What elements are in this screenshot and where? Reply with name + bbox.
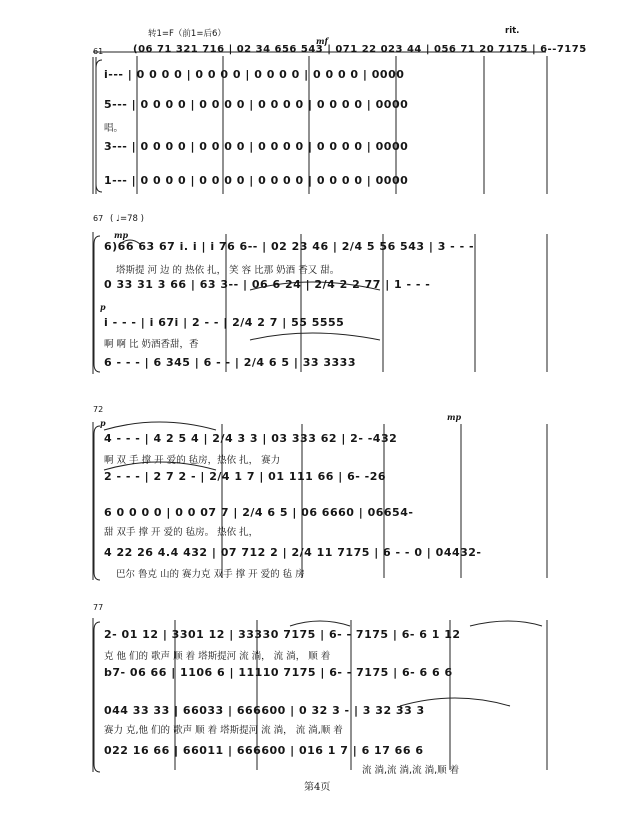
system-1-lyric-2: 唱。 [104, 123, 124, 134]
system-4-staff-4: 022 16 66 | 66011 | 666600 | 016 1 7 | 6 17 66 6 [104, 744, 424, 757]
system-3-lyric-3: 甜 双手 撑 开 爱的 毡房。 热依 扎， [104, 527, 259, 538]
system-2-staff-2: 0 33 31 3 66 | 63 3-- | 06 6 24 | 2/4 2 2 77 | 1 - - - [104, 278, 431, 291]
system-2-staff-3: i - - - | i 67i | 2 - - | 2/4 2 7 | 55 5555 [104, 316, 345, 329]
system-3-lyric-1: 啊 双 手 撑 开 爱的 毡房，热依 扎， 赛力 [104, 455, 281, 466]
system-4-lyric-1: 克 他 们的 歌声 顺 着 塔斯提河 流 淌， 流 淌， 顺 着 [104, 651, 331, 662]
system-2-lyric-1: 塔斯提 河 边 的 热依 扎， 笑 容 比那 奶酒 香又 甜。 [116, 265, 340, 276]
system-3-number: 72 [93, 405, 104, 414]
system-1-staff-2: 5--- | 0 0 0 0 | 0 0 0 0 | 0 0 0 0 | 0 0 0 0 | 0000 [104, 98, 409, 111]
system-4-lyric-3: 赛力 克,他 们的 歌声 顺 着 塔斯提河 流 淌， 流 淌,顺 着 [104, 725, 343, 736]
dynamic-p-3: p [100, 418, 106, 428]
system-2-number: 67 [93, 214, 104, 223]
system-3-staff-4: 4 22 26 4.4 432 | 07 712 2 | 2/4 11 7175 | 6 - - 0 | 04432- [104, 546, 482, 559]
system-3-staff-1: 4 - - - | 4 2 5 4 | 2/4 3 3 | 03 333 62 | 2- -432 [104, 432, 398, 445]
system-1-staff-4: 1--- | 0 0 0 0 | 0 0 0 0 | 0 0 0 0 | 0 0 0 0 | 0000 [104, 174, 409, 187]
system-3-staff-2: 2 - - - | 2 7 2 - | 2/4 1 7 | 01 111 66 | 6- -26 [104, 470, 387, 483]
system-4-lyric-4: 流 淌,流 淌,流 淌,顺 着 [362, 765, 460, 776]
page-number: 第4页 [304, 782, 331, 793]
system-4-number: 77 [93, 603, 104, 612]
system-1-staff-1: i--- | 0 0 0 0 | 0 0 0 0 | 0 0 0 0 | 0 0 0 0 | 0000 [104, 68, 405, 81]
ritardando-mark: rit. [505, 26, 520, 36]
dynamic-mp-3: mp [447, 412, 462, 422]
system-2-lyric-3: 啊 啊 比 奶酒香甜，香 [104, 339, 199, 350]
system-1-number: 61 [93, 47, 104, 56]
system-1-top-line: (06 71 321 716 | 02 34 656 543 | 071 22 023 44 | 056 71 20 7175 | 6--7175 [133, 44, 587, 55]
dynamic-mp-2: mp [114, 230, 129, 240]
system-3-staff-3: 6 0 0 0 0 | 0 0 07 7 | 2/4 6 5 | 06 6660 | 06654- [104, 506, 414, 519]
system-1-staff-3: 3--- | 0 0 0 0 | 0 0 0 0 | 0 0 0 0 | 0 0 0 0 | 0000 [104, 140, 409, 153]
system-4-staff-1: 2- 01 12 | 3301 12 | 33330 7175 | 6- - 7175 | 6- 6 1 12 [104, 628, 461, 641]
system-2-staff-1: 6)66 63 67 i. i | i 76 6-- | 02 23 46 | 2/4 5 56 543 | 3 - - - [104, 240, 475, 253]
dynamic-p-2: p [100, 302, 106, 312]
system-3-lyric-4: 巴尔 鲁克 山的 赛力克 双手 撑 开 爱的 毡 房 [116, 569, 305, 580]
tempo-mark: ( ♩=78 ) [110, 214, 144, 224]
system-2-staff-4: 6 - - - | 6 345 | 6 - - | 2/4 6 5 | 33 3333 [104, 356, 356, 369]
key-signature: 转1=F（前1=后6） [148, 29, 226, 39]
system-4-staff-2: b7- 06 66 | 1106 6 | 11110 7175 | 6- - 7175 | 6- 6 6 6 [104, 666, 453, 679]
system-4-staff-3: 044 33 33 | 66033 | 666600 | 0 32 3 - | 3 32 33 3 [104, 704, 425, 717]
dynamic-mf: mf [316, 36, 328, 46]
